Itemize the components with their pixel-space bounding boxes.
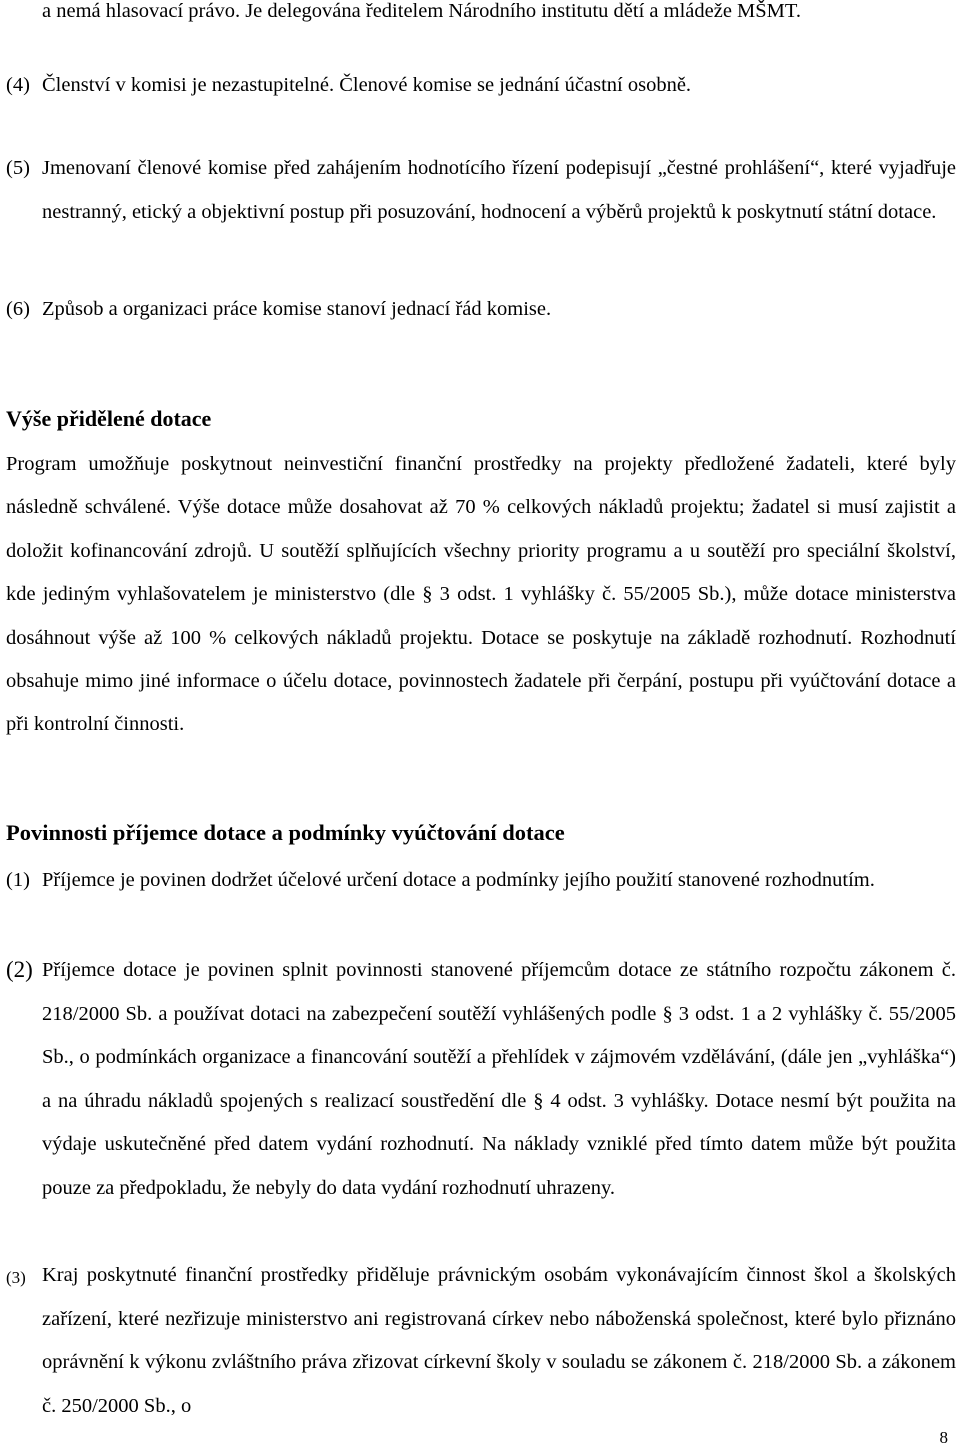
list-item-5 bbox=[6, 147, 956, 234]
item-text: Příjemce je povinen dodržet účelové určení dotace a podmínky jejího použití stanovené rozhodnutím. bbox=[42, 869, 875, 891]
item-text: Jmenovaní členové komise před zahájením hodnotícího řízení podepisují „čestné prohlášení“, které vyjadřuje nestranný, etický a objektivní postup při posuzování, hodnocení a výběrů projektů k poskytnutí státní dotace. bbox=[42, 157, 956, 223]
page-number: 8 bbox=[939, 1428, 948, 1447]
obligation-item-3 bbox=[6, 1254, 956, 1428]
section-paragraph: Program umožňuje poskytnout neinvestiční finanční prostředky na projekty předložené žadateli, které byly následně schválené. Výše dotace může dosahovat až 70 % celkových nákladů projektu; žadatel si musí zajistit a doložit kofinancování zdrojů. U soutěží splňujících všechny priority programu a u soutěží pro speciální školství, kde jediným vyhlašovatelem je ministerstvo (dle § 3 odst. 1 vyhlášky č. 55/2005 Sb.), může dotace ministerstva dosáhnout výše až 100 % celkových nákladů projektu. Dotace se poskytuje na základě rozhodnutí. Rozhodnutí obsahuje mimo jiné informace o účelu dotace, povinnostech žadatele při čerpání, postupu při vyúčtování dotace a při kontrolní činnosti. bbox=[6, 453, 956, 736]
item-text: Příjemce dotace je povinen splnit povinnosti stanovené příjemcům dotace ze státního rozpočtu zákonem č. 218/2000 Sb. a používat dotaci na zabezpečení soutěží vyhlášených podle § 3 odst. 1 a 2 vyhlášky č. 55/2005 Sb., o podmínkách organizace a financování soutěží a přehlídek v zájmovém vzdělávání, (dále jen „vyhláška“) a na úhradu nákladů spojených s realizací soustředění dle § 4 odst. 3 vyhlášky. Dotace nesmí být použita na výdaje uskutečněné před datem vydání rozhodnutí. Na náklady vzniklé před tímto datem může být použita pouze za předpokladu, že nebyly do data vydání rozhodnutí uhrazeny. bbox=[42, 959, 956, 1199]
section-heading: Výše přidělené dotace bbox=[6, 406, 212, 431]
item-text: Členství v komisi je nezastupitelné. Členové komise se jednání účastní osobně. bbox=[42, 74, 692, 96]
item-number: (2) bbox=[6, 957, 33, 982]
obligation-item-1 bbox=[6, 859, 956, 902]
item-text: Kraj poskytnuté finanční prostředky přiděluje právnickým osobám vykonávajícím činnost škol a školských zařízení, které nezřizuje ministerstvo ani registrovaná církev nebo náboženská společnost, které bylo přiznáno oprávnění k výkonu zvláštního práva zřizovat církevní školy v souladu se zákonem č. 218/2000 Sb. a zákonem č. 250/2000 Sb., o bbox=[42, 1264, 956, 1417]
section-heading: Povinnosti příjemce dotace a podmínky vyúčtování dotace bbox=[6, 820, 565, 845]
item-number: (5) bbox=[6, 157, 30, 179]
document-page bbox=[6, 0, 956, 1452]
item-number: (4) bbox=[6, 74, 30, 96]
obligation-item-2 bbox=[6, 949, 956, 1211]
item-text: Způsob a organizaci práce komise stanoví jednací řád komise. bbox=[42, 298, 552, 320]
list-item-4 bbox=[6, 64, 956, 108]
item-number: (1) bbox=[6, 869, 30, 891]
paragraph-continuation: a nemá hlasovací právo. Je delegována ředitelem Národního institutu dětí a mládeže MŠMT. bbox=[42, 0, 802, 22]
item-number: (3) bbox=[6, 1268, 26, 1287]
list-item-6 bbox=[6, 288, 956, 332]
item-number: (6) bbox=[6, 298, 30, 320]
